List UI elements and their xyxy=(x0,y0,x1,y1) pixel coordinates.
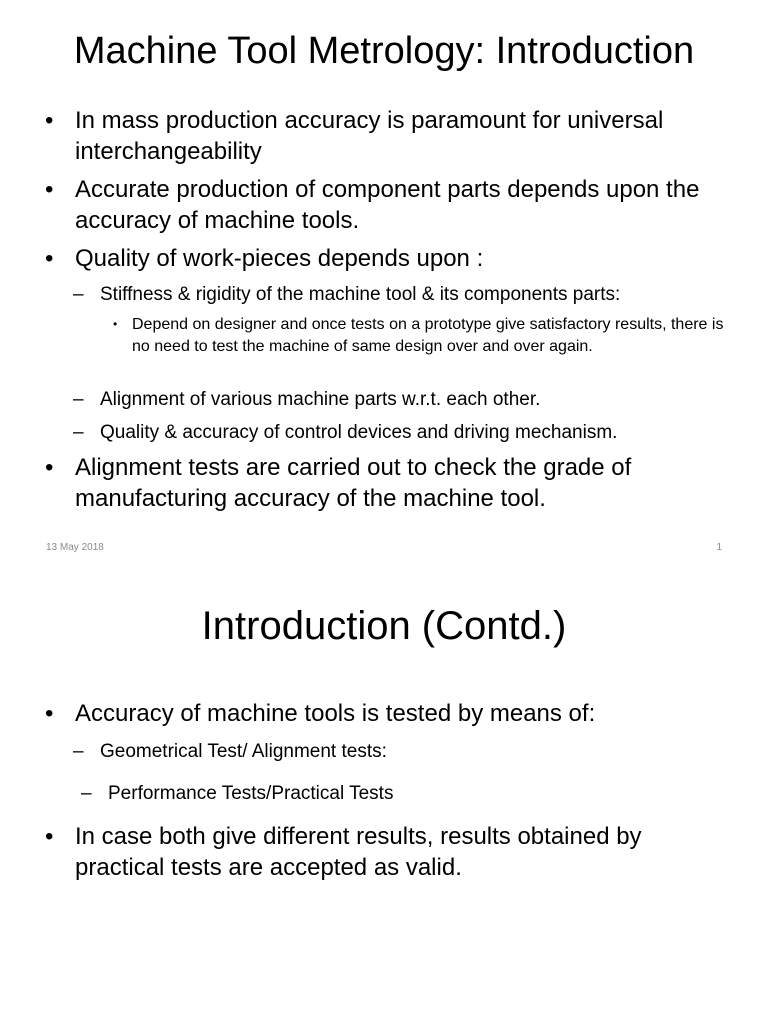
slide-2 xyxy=(0,576,768,1024)
sub-sub-list-item xyxy=(113,314,733,358)
dash-icon: – xyxy=(81,783,92,804)
list-item-text: In mass production accuracy is paramount for universal interchangeability xyxy=(75,107,664,165)
sub-list-item xyxy=(73,388,743,412)
list-item xyxy=(45,698,735,729)
sub-list-item-text: Alignment of various machine parts w.r.t. each other. xyxy=(100,389,541,410)
bullet-icon: • xyxy=(45,107,54,134)
list-item-text: Accuracy of machine tools is tested by means of: xyxy=(75,700,596,727)
list-item-text: In case both give different results, results obtained by practical tests are accepted as valid. xyxy=(75,823,642,881)
sub-list-item-text: Quality & accuracy of control devices and driving mechanism. xyxy=(100,422,618,443)
list-item-text: Quality of work-pieces depends upon : xyxy=(75,245,484,272)
sub-list-item xyxy=(73,740,743,764)
dash-icon: – xyxy=(73,741,84,762)
list-item xyxy=(45,821,735,883)
list-item xyxy=(45,452,735,514)
sub-sub-list-item-text: Depend on designer and once tests on a prototype give satisfactory results, there is no need to test the machine of same design over and over again. xyxy=(132,316,724,355)
bullet-icon: • xyxy=(45,823,54,850)
bullet-icon: • xyxy=(45,176,54,203)
list-item xyxy=(45,105,735,167)
slide-title: Machine Tool Metrology: Introduction xyxy=(73,30,695,72)
slide-title: Introduction (Contd.) xyxy=(201,604,567,648)
footer-date: 13 May 2018 xyxy=(46,542,104,553)
list-item xyxy=(45,174,735,236)
sub-list-item-text: Performance Tests/Practical Tests xyxy=(108,783,394,804)
list-item-text: Alignment tests are carried out to check the grade of manufacturing accuracy of the machine tool. xyxy=(75,454,632,512)
dash-icon: – xyxy=(73,284,84,305)
list-item xyxy=(45,243,735,274)
sub-list-item-text: Stiffness & rigidity of the machine tool & its components parts: xyxy=(100,284,621,305)
sub-list-item-text: Geometrical Test/ Alignment tests: xyxy=(100,741,387,762)
bullet-icon: • xyxy=(113,317,118,331)
list-item-text: Accurate production of component parts depends upon the accuracy of machine tools. xyxy=(75,176,700,234)
sub-list-item xyxy=(73,283,743,307)
bullet-icon: • xyxy=(45,245,54,272)
sub-list-item xyxy=(81,782,751,806)
sub-list-item xyxy=(73,421,743,445)
page-number: 1 xyxy=(716,542,722,553)
dash-icon: – xyxy=(73,422,84,443)
bullet-icon: • xyxy=(45,700,54,727)
dash-icon: – xyxy=(73,389,84,410)
bullet-icon: • xyxy=(45,454,54,481)
